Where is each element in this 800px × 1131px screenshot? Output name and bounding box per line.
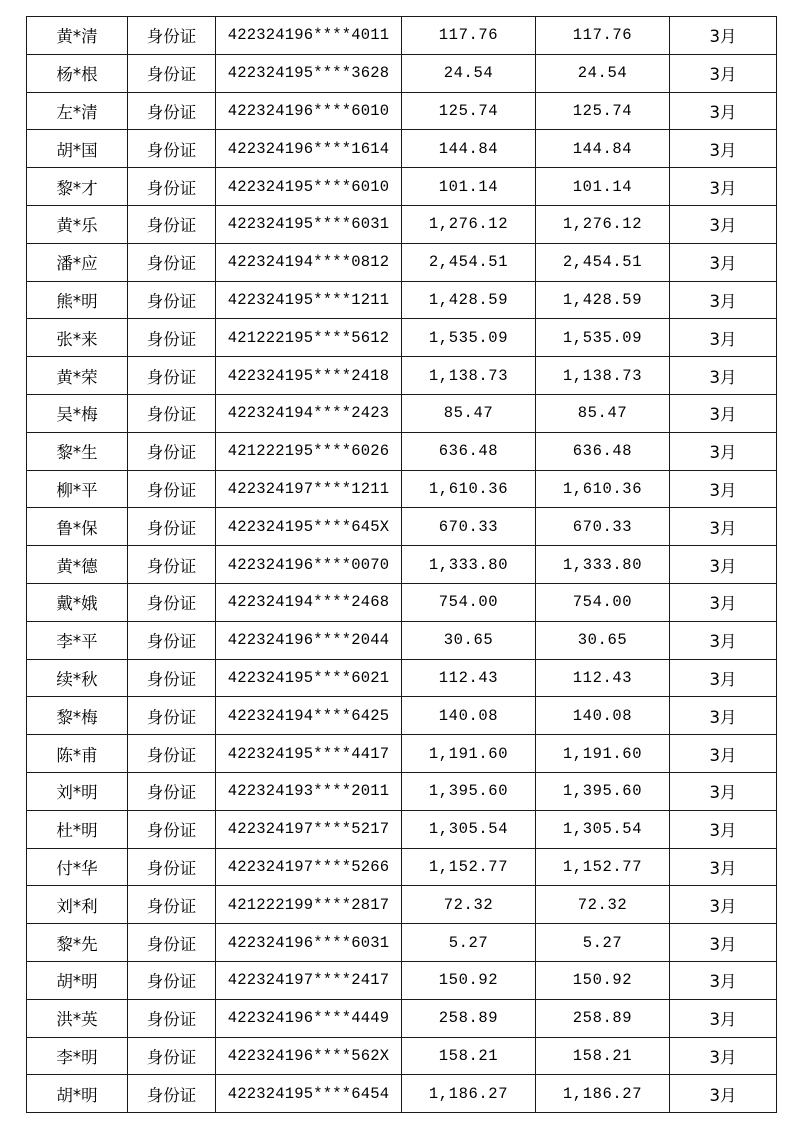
amount-paid-cell: 1,395.60 bbox=[536, 772, 670, 810]
amount-cell: 1,186.27 bbox=[402, 1075, 536, 1113]
table-row bbox=[27, 54, 777, 92]
id-number-cell: 422324195****3628 bbox=[216, 54, 402, 92]
amount-paid-cell: 1,152.77 bbox=[536, 848, 670, 886]
name-cell: 左*清 bbox=[27, 92, 128, 130]
id-type-cell: 身份证 bbox=[128, 1075, 216, 1113]
id-type-cell: 身份证 bbox=[128, 205, 216, 243]
id-type-cell: 身份证 bbox=[128, 735, 216, 773]
amount-cell: 72.32 bbox=[402, 886, 536, 924]
id-number-cell: 422324196****6031 bbox=[216, 924, 402, 962]
table-row bbox=[27, 470, 777, 508]
name-cell: 洪*英 bbox=[27, 999, 128, 1037]
id-number-cell: 422324196****4449 bbox=[216, 999, 402, 1037]
month-cell: 3月 bbox=[670, 168, 777, 206]
name-cell: 黎*生 bbox=[27, 432, 128, 470]
month-cell: 3月 bbox=[670, 697, 777, 735]
table-row bbox=[27, 1037, 777, 1075]
id-type-cell: 身份证 bbox=[128, 659, 216, 697]
id-number-cell: 422324197****1211 bbox=[216, 470, 402, 508]
id-type-cell: 身份证 bbox=[128, 961, 216, 999]
id-number-cell: 421222195****6026 bbox=[216, 432, 402, 470]
month-cell: 3月 bbox=[670, 17, 777, 55]
name-cell: 鲁*保 bbox=[27, 508, 128, 546]
name-cell: 黄*德 bbox=[27, 546, 128, 584]
amount-paid-cell: 2,454.51 bbox=[536, 243, 670, 281]
amount-cell: 101.14 bbox=[402, 168, 536, 206]
month-cell: 3月 bbox=[670, 319, 777, 357]
id-type-cell: 身份证 bbox=[128, 924, 216, 962]
name-cell: 付*华 bbox=[27, 848, 128, 886]
id-type-cell: 身份证 bbox=[128, 546, 216, 584]
id-number-cell: 421222199****2817 bbox=[216, 886, 402, 924]
id-type-cell: 身份证 bbox=[128, 508, 216, 546]
id-number-cell: 422324196****4011 bbox=[216, 17, 402, 55]
table-row bbox=[27, 999, 777, 1037]
amount-paid-cell: 158.21 bbox=[536, 1037, 670, 1075]
amount-cell: 670.33 bbox=[402, 508, 536, 546]
name-cell: 杨*根 bbox=[27, 54, 128, 92]
id-type-cell: 身份证 bbox=[128, 772, 216, 810]
amount-paid-cell: 1,610.36 bbox=[536, 470, 670, 508]
month-cell: 3月 bbox=[670, 659, 777, 697]
month-cell: 3月 bbox=[670, 583, 777, 621]
amount-paid-cell: 670.33 bbox=[536, 508, 670, 546]
amount-paid-cell: 1,138.73 bbox=[536, 357, 670, 395]
amount-cell: 636.48 bbox=[402, 432, 536, 470]
records-table-body bbox=[27, 17, 777, 1113]
name-cell: 熊*明 bbox=[27, 281, 128, 319]
table-row bbox=[27, 281, 777, 319]
table-row bbox=[27, 810, 777, 848]
amount-paid-cell: 112.43 bbox=[536, 659, 670, 697]
table-row bbox=[27, 1075, 777, 1113]
amount-cell: 1,138.73 bbox=[402, 357, 536, 395]
amount-cell: 150.92 bbox=[402, 961, 536, 999]
month-cell: 3月 bbox=[670, 924, 777, 962]
id-type-cell: 身份证 bbox=[128, 319, 216, 357]
amount-paid-cell: 72.32 bbox=[536, 886, 670, 924]
month-cell: 3月 bbox=[670, 432, 777, 470]
month-cell: 3月 bbox=[670, 886, 777, 924]
table-row bbox=[27, 772, 777, 810]
month-cell: 3月 bbox=[670, 1037, 777, 1075]
id-number-cell: 422324195****6031 bbox=[216, 205, 402, 243]
amount-paid-cell: 1,333.80 bbox=[536, 546, 670, 584]
table-row bbox=[27, 697, 777, 735]
id-number-cell: 422324195****1211 bbox=[216, 281, 402, 319]
month-cell: 3月 bbox=[670, 54, 777, 92]
id-type-cell: 身份证 bbox=[128, 168, 216, 206]
name-cell: 张*来 bbox=[27, 319, 128, 357]
amount-paid-cell: 101.14 bbox=[536, 168, 670, 206]
table-row bbox=[27, 17, 777, 55]
amount-paid-cell: 117.76 bbox=[536, 17, 670, 55]
table-row bbox=[27, 508, 777, 546]
id-type-cell: 身份证 bbox=[128, 583, 216, 621]
month-cell: 3月 bbox=[670, 394, 777, 432]
table-row bbox=[27, 205, 777, 243]
id-number-cell: 422324193****2011 bbox=[216, 772, 402, 810]
month-cell: 3月 bbox=[670, 205, 777, 243]
amount-cell: 1,333.80 bbox=[402, 546, 536, 584]
records-table bbox=[26, 16, 777, 1113]
month-cell: 3月 bbox=[670, 281, 777, 319]
name-cell: 李*明 bbox=[27, 1037, 128, 1075]
amount-paid-cell: 125.74 bbox=[536, 92, 670, 130]
amount-paid-cell: 144.84 bbox=[536, 130, 670, 168]
amount-cell: 5.27 bbox=[402, 924, 536, 962]
amount-paid-cell: 5.27 bbox=[536, 924, 670, 962]
amount-cell: 754.00 bbox=[402, 583, 536, 621]
month-cell: 3月 bbox=[670, 92, 777, 130]
id-number-cell: 422324196****2044 bbox=[216, 621, 402, 659]
table-row bbox=[27, 735, 777, 773]
id-type-cell: 身份证 bbox=[128, 54, 216, 92]
id-type-cell: 身份证 bbox=[128, 92, 216, 130]
name-cell: 刘*明 bbox=[27, 772, 128, 810]
amount-cell: 258.89 bbox=[402, 999, 536, 1037]
month-cell: 3月 bbox=[670, 848, 777, 886]
amount-paid-cell: 1,191.60 bbox=[536, 735, 670, 773]
id-type-cell: 身份证 bbox=[128, 848, 216, 886]
id-number-cell: 422324196****1614 bbox=[216, 130, 402, 168]
month-cell: 3月 bbox=[670, 961, 777, 999]
name-cell: 陈*甫 bbox=[27, 735, 128, 773]
name-cell: 黎*才 bbox=[27, 168, 128, 206]
id-number-cell: 422324196****0070 bbox=[216, 546, 402, 584]
id-type-cell: 身份证 bbox=[128, 697, 216, 735]
amount-paid-cell: 1,186.27 bbox=[536, 1075, 670, 1113]
amount-paid-cell: 24.54 bbox=[536, 54, 670, 92]
table-row bbox=[27, 583, 777, 621]
amount-cell: 1,276.12 bbox=[402, 205, 536, 243]
table-row bbox=[27, 924, 777, 962]
amount-cell: 158.21 bbox=[402, 1037, 536, 1075]
amount-cell: 24.54 bbox=[402, 54, 536, 92]
amount-paid-cell: 30.65 bbox=[536, 621, 670, 659]
id-type-cell: 身份证 bbox=[128, 281, 216, 319]
name-cell: 戴*娥 bbox=[27, 583, 128, 621]
month-cell: 3月 bbox=[670, 243, 777, 281]
name-cell: 胡*明 bbox=[27, 1075, 128, 1113]
amount-cell: 2,454.51 bbox=[402, 243, 536, 281]
name-cell: 柳*平 bbox=[27, 470, 128, 508]
id-number-cell: 422324194****2468 bbox=[216, 583, 402, 621]
month-cell: 3月 bbox=[670, 470, 777, 508]
amount-cell: 1,610.36 bbox=[402, 470, 536, 508]
id-number-cell: 422324196****6010 bbox=[216, 92, 402, 130]
id-number-cell: 422324194****2423 bbox=[216, 394, 402, 432]
id-type-cell: 身份证 bbox=[128, 357, 216, 395]
id-type-cell: 身份证 bbox=[128, 243, 216, 281]
id-type-cell: 身份证 bbox=[128, 810, 216, 848]
month-cell: 3月 bbox=[670, 999, 777, 1037]
amount-cell: 125.74 bbox=[402, 92, 536, 130]
id-type-cell: 身份证 bbox=[128, 999, 216, 1037]
amount-paid-cell: 636.48 bbox=[536, 432, 670, 470]
amount-cell: 1,395.60 bbox=[402, 772, 536, 810]
id-number-cell: 422324197****5217 bbox=[216, 810, 402, 848]
name-cell: 黄*清 bbox=[27, 17, 128, 55]
id-number-cell: 422324195****6454 bbox=[216, 1075, 402, 1113]
month-cell: 3月 bbox=[670, 735, 777, 773]
month-cell: 3月 bbox=[670, 508, 777, 546]
amount-paid-cell: 85.47 bbox=[536, 394, 670, 432]
id-number-cell: 422324197****5266 bbox=[216, 848, 402, 886]
id-type-cell: 身份证 bbox=[128, 1037, 216, 1075]
month-cell: 3月 bbox=[670, 130, 777, 168]
name-cell: 黄*乐 bbox=[27, 205, 128, 243]
id-number-cell: 421222195****5612 bbox=[216, 319, 402, 357]
id-type-cell: 身份证 bbox=[128, 130, 216, 168]
amount-cell: 144.84 bbox=[402, 130, 536, 168]
table-row bbox=[27, 168, 777, 206]
amount-cell: 140.08 bbox=[402, 697, 536, 735]
id-number-cell: 422324194****6425 bbox=[216, 697, 402, 735]
month-cell: 3月 bbox=[670, 546, 777, 584]
amount-paid-cell: 1,276.12 bbox=[536, 205, 670, 243]
name-cell: 胡*国 bbox=[27, 130, 128, 168]
amount-paid-cell: 140.08 bbox=[536, 697, 670, 735]
id-number-cell: 422324195****4417 bbox=[216, 735, 402, 773]
amount-cell: 112.43 bbox=[402, 659, 536, 697]
id-number-cell: 422324195****645X bbox=[216, 508, 402, 546]
table-row bbox=[27, 848, 777, 886]
amount-paid-cell: 1,428.59 bbox=[536, 281, 670, 319]
amount-cell: 1,305.54 bbox=[402, 810, 536, 848]
id-type-cell: 身份证 bbox=[128, 17, 216, 55]
amount-paid-cell: 754.00 bbox=[536, 583, 670, 621]
amount-paid-cell: 1,305.54 bbox=[536, 810, 670, 848]
id-number-cell: 422324195****6021 bbox=[216, 659, 402, 697]
month-cell: 3月 bbox=[670, 772, 777, 810]
name-cell: 黎*梅 bbox=[27, 697, 128, 735]
table-row bbox=[27, 357, 777, 395]
amount-paid-cell: 150.92 bbox=[536, 961, 670, 999]
id-type-cell: 身份证 bbox=[128, 470, 216, 508]
name-cell: 胡*明 bbox=[27, 961, 128, 999]
name-cell: 吴*梅 bbox=[27, 394, 128, 432]
id-number-cell: 422324194****0812 bbox=[216, 243, 402, 281]
amount-cell: 1,535.09 bbox=[402, 319, 536, 357]
id-type-cell: 身份证 bbox=[128, 394, 216, 432]
id-number-cell: 422324195****2418 bbox=[216, 357, 402, 395]
id-number-cell: 422324197****2417 bbox=[216, 961, 402, 999]
table-row bbox=[27, 961, 777, 999]
name-cell: 黎*先 bbox=[27, 924, 128, 962]
table-row bbox=[27, 92, 777, 130]
table-row bbox=[27, 886, 777, 924]
table-row bbox=[27, 394, 777, 432]
month-cell: 3月 bbox=[670, 810, 777, 848]
table-row bbox=[27, 130, 777, 168]
id-type-cell: 身份证 bbox=[128, 621, 216, 659]
id-type-cell: 身份证 bbox=[128, 886, 216, 924]
month-cell: 3月 bbox=[670, 1075, 777, 1113]
name-cell: 杜*明 bbox=[27, 810, 128, 848]
amount-cell: 117.76 bbox=[402, 17, 536, 55]
amount-cell: 30.65 bbox=[402, 621, 536, 659]
name-cell: 黄*荣 bbox=[27, 357, 128, 395]
amount-cell: 1,191.60 bbox=[402, 735, 536, 773]
table-row bbox=[27, 319, 777, 357]
amount-paid-cell: 258.89 bbox=[536, 999, 670, 1037]
table-row bbox=[27, 621, 777, 659]
amount-cell: 85.47 bbox=[402, 394, 536, 432]
id-number-cell: 422324196****562X bbox=[216, 1037, 402, 1075]
table-row bbox=[27, 243, 777, 281]
amount-cell: 1,152.77 bbox=[402, 848, 536, 886]
name-cell: 续*秋 bbox=[27, 659, 128, 697]
name-cell: 刘*利 bbox=[27, 886, 128, 924]
name-cell: 李*平 bbox=[27, 621, 128, 659]
amount-paid-cell: 1,535.09 bbox=[536, 319, 670, 357]
amount-cell: 1,428.59 bbox=[402, 281, 536, 319]
name-cell: 潘*应 bbox=[27, 243, 128, 281]
id-number-cell: 422324195****6010 bbox=[216, 168, 402, 206]
table-row bbox=[27, 659, 777, 697]
id-type-cell: 身份证 bbox=[128, 432, 216, 470]
month-cell: 3月 bbox=[670, 357, 777, 395]
table-row bbox=[27, 432, 777, 470]
month-cell: 3月 bbox=[670, 621, 777, 659]
table-row bbox=[27, 546, 777, 584]
